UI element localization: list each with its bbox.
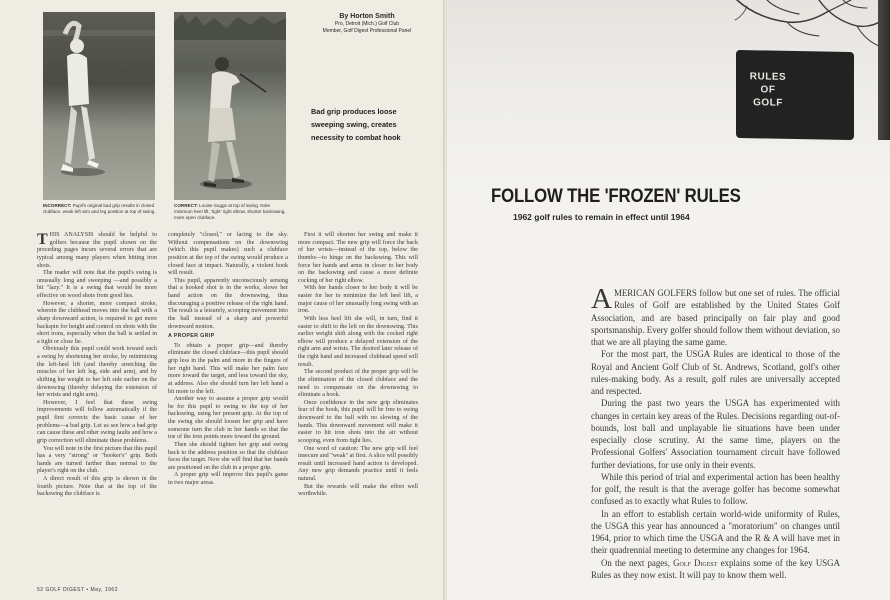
paragraph [591,283,840,348]
sign-line-2: OF [760,84,776,96]
caption-incorrect-label: INCORRECT: [43,203,72,208]
paragraph: A proper grip will improve this pupil's game in two major areas. [168,472,288,486]
sign-line-3: GOLF [753,97,783,109]
paragraph: A direct result of this grip is shown in the fourth picture. Note that at the top of the backswing the clubface is [37,476,157,498]
paragraph: completely "closed," or facing to the sky. Without compensations on the downswing (which this pupil makes) such a clubface position at the top of the swing would produce a closed face at impact. Naturally, a violent hook will result. [168,232,288,277]
author-role-line2: Member, Golf Digest Professional Panel [322,27,412,34]
paragraph: For the most part, the USGA Rules are identical to those of the Royal and Ancient Golf Club of St. Andrews, Scotland, golf's other rules-making body. As a result, golf rules are universally accepted and respected. [591,349,840,396]
paragraph-text: HIS ANALYSIS should be helpful to golfers because the pupil shown on the preceding pages incurs several errors that are typical among many players when hitting iron shots. [37,232,157,269]
drop-cap: A [591,283,612,315]
paragraph: Another way to assume a proper grip would be for this pupil to swing to the top of her backswing, using her present grip. At the top of the swing she should loosen her grip and have someone turn the club in her hands so that the toe of the iron points more toward the ground. [168,396,288,441]
article-subhead: 1962 golf rules to remain in effect until 1964 [513,212,690,222]
paragraph [591,557,840,582]
right-page [447,0,890,600]
paragraph: To obtain a proper grip—and thereby eliminate the closed clubface—this pupil should grip less in the palm and more in the fingers of her right hand. This will make her palm face more toward the target, and less toward the sky, at address. Also she should turn her left hand a bit more to the left. [168,342,288,395]
magazine-name: Golf Digest [673,557,718,568]
left-page [0,0,444,600]
photo-correct-swing [174,12,286,200]
paragraph: Obviously this pupil could work toward such a swing by shortening her stroke, by minimizing the left-heel lift (and thereby stretching the muscles of her left leg, side and arm), and by shifting her weight to her left side earlier on the downswing (thereby delaying the extension of her wrists and right arm). [37,346,157,399]
caption-correct-label: CORRECT: [174,203,198,208]
author-role-line1: Pro, Detroit (Mich.) Golf Club [334,21,400,27]
sign-text [736,70,800,110]
paragraph: But the rewards will make the effort well worthwhile. [298,483,418,498]
paragraph: During the past two years the USGA has experimented with changes in certain key areas of the Rules. Decisions regarding out-of-bounds, lost ball and unplayable lie situations have been under especially close scrutiny. At the same time, players on the Professional Golfers' Association tournament circuit have followed further deviations, for use only in their events. [591,398,840,470]
article-body [591,283,840,581]
paragraph: The second product of the proper grip will be the elimination of the closed clubface and the need to compensate on the downswing to eliminate a hook. [298,369,418,399]
paragraph: Then she should tighten her grip and swing back to the address position so that the clubface faces the target. Now she will find that her hands are positioned on the club in a proper grip. [168,441,288,471]
paragraph: First it will shorten her swing and make it more compact. The new grip will force the back of her wrists—instead of the top, below the thumbs—to hinge on the backswing. This will force her hands and arms in closer to her body on the backswing and cause a more definite cocking of her right elbow. [298,232,418,284]
pull-quote: Bad grip produces loose sweeping swing, creates necessity to combat hook [311,107,401,142]
paragraph: While this period of trial and experimental action has been healthy for golf, the result is that the average golfer has become somewhat confused as to exactly what Rules to follow. [591,471,840,507]
photo-incorrect-swing [43,12,155,200]
paragraph-text: On the next pages, [601,557,674,568]
paragraph: You will note in the first picture that this pupil has a very "strong" or "hooker's" grip. Both hands are turned farther than normal to the player's right on the club. [37,445,157,475]
caption-correct-text: Louise Suggs at top of swing. Note minimum heel lift, 'tight' right elbow, shorter backswing, more open clubface. [174,203,286,220]
caption-incorrect-text: Pupil's original bad grip results in closed clubface, weak left arm and leg position at top of swing. [43,203,156,214]
article-headline: FOLLOW THE 'FROZEN' RULES [491,185,741,207]
paragraph [37,232,157,270]
paragraph: Once confidence in the new grip eliminates fear of the hook, this pupil will be free to swing downward to the ball with no slowing of the hands. This downward movement will make it easier to hit iron shots into the air without scooping, even from tight lies. [298,399,418,444]
tree-trunk [878,0,890,140]
author-name: By Horton Smith [339,13,395,20]
article-column-2 [168,232,288,488]
drop-cap: T [37,231,48,248]
paragraph: In an effort to establish certain world-wide uniformity of Rules, the USGA this year has announced a "moratorium" on changes until 1964, prior to which time the USGA and the R & A will have met in their quadrennial meeting to determine any changes for 1964. [591,508,840,556]
paragraph: With less heel lift she will, in turn, find it easier to shift to the left on the downswing. This earlier weight shift along with the cocked right elbow will produce a delayed extension of the right arm and wrists. The desired later release of the right hand and increased clubhead speed will result. [298,315,418,368]
paragraph: This pupil, apparently unconsciously sensing that a hooked shot is in the works, slows her hand action on the downswing, thus discouraging a positive release of the right hand. The result is a leisurely, scooping movement into the ball instead of a sharp and powerful downward motion. [168,277,288,330]
paragraph: However, I feel that these swing improvements will follow automatically if the pupil first corrects the basic cause of her problems—a bad grip. Let us see how a bad grip can cause these and other swing faults and how a grip correction will eliminate these problems. [37,399,157,444]
paragraph-text: explains some of the key USGA Rules as they now exist. It will pay to know them well. [591,557,840,580]
article-column-3 [298,232,418,499]
sign-line-1: RULES [749,71,787,83]
paragraph: With her hands closer to her body it will be easier for her to minimize the left heel lift, a major cause of her unusually long swing with an iron. [298,285,418,315]
article-column-1 [37,232,157,499]
paragraph-text: MERICAN GOLFERS follow but one set of rules. The official Rules of Golf are established by the United States Golf Association, and are based principally on fair play and good sportsmanship. Every golfer should follow them without deviation, so that we are all playing the same game. [591,288,840,347]
rules-of-golf-sign [736,50,854,140]
section-heading: A PROPER GRIP [168,333,215,340]
caption-correct [174,203,288,221]
byline [300,12,434,34]
paragraph: One word of caution: The new grip will feel insecure and "weak" at first. A slice will possibly result until increased hand action is developed. Any new grip demands practice until it feels natural. [298,445,418,482]
caption-incorrect [43,203,157,215]
paragraph: The reader will note that the pupil's swing is unusually long and sweeping —and possibly a bit "lazy." It is a swing that would be more effective on wood shots from good lies. [37,270,157,299]
page-folio: 52 GOLF DIGEST • May, 1962 [37,587,118,593]
paragraph: However, a shorter, more compact stroke, wherein the clubhead moves into the ball with a sharp downward action, is required to get more backspin for height and control on shots with the short irons, especially when the ball is settled in a tight or close lie. [37,300,157,345]
golfer-illustration-incorrect [43,12,155,200]
golfer-illustration-correct [174,12,286,200]
